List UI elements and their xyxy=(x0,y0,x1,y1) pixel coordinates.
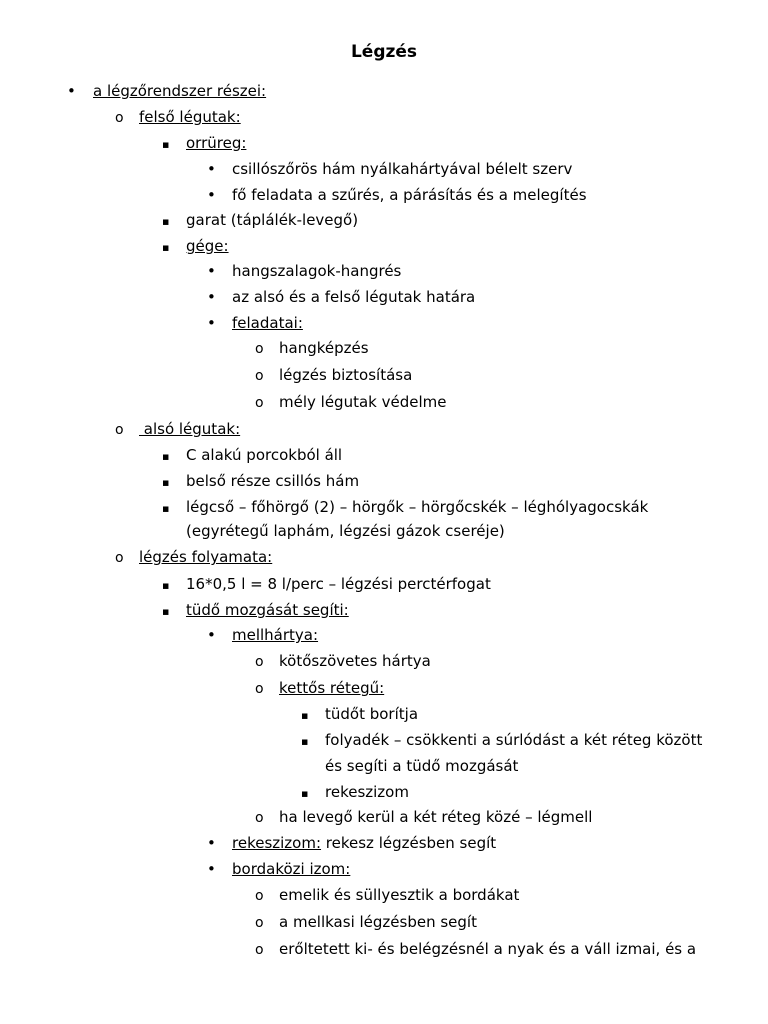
list-item: légcső – főhörgő (2) – hörgők – hörgőcskék – léghólyagocskák xyxy=(186,498,649,516)
list-item-continuation: és segíti a tüdő mozgását xyxy=(325,757,519,775)
square-bullet-icon xyxy=(162,497,169,519)
bullet-icon xyxy=(207,159,216,179)
list-item: orrüreg: xyxy=(186,134,247,152)
circle-bullet-icon xyxy=(255,912,264,933)
list-item: kettős rétegű: xyxy=(279,679,385,697)
list-item-heading: rekeszizom: xyxy=(232,834,322,852)
page-title: Légzés xyxy=(350,42,418,62)
list-item: az alsó és a felső légutak határa xyxy=(232,288,476,306)
circle-bullet-icon xyxy=(115,419,124,440)
list-item: légzés biztosítása xyxy=(279,366,413,384)
list-item: feladatai: xyxy=(232,314,303,332)
square-bullet-icon xyxy=(162,471,169,493)
circle-bullet-icon xyxy=(255,939,264,960)
list-item: rekeszizom xyxy=(325,783,409,801)
square-bullet-icon xyxy=(162,210,169,232)
list-item: ha levegő kerül a két réteg közé – légmell xyxy=(279,808,593,826)
square-bullet-icon xyxy=(162,236,169,258)
list-item: fő feladata a szűrés, a párásítás és a melegítés xyxy=(232,186,587,204)
square-bullet-icon xyxy=(301,730,308,752)
bullet-icon xyxy=(207,287,216,307)
circle-bullet-icon xyxy=(255,885,264,906)
bullet-icon xyxy=(207,859,216,879)
circle-bullet-icon xyxy=(255,338,264,359)
list-item: garat (táplálék-levegő) xyxy=(186,211,359,229)
square-bullet-icon xyxy=(301,782,308,804)
list-item: bordaközi izom: xyxy=(232,860,351,878)
list-item: légzés folyamata: xyxy=(139,548,273,566)
circle-bullet-icon xyxy=(255,678,264,699)
square-bullet-icon xyxy=(162,574,169,596)
list-item: hangszalagok-hangrés xyxy=(232,262,402,280)
circle-bullet-icon xyxy=(255,365,264,386)
square-bullet-icon xyxy=(162,600,169,622)
list-item: gége: xyxy=(186,237,229,255)
bullet-icon xyxy=(207,313,216,333)
square-bullet-icon xyxy=(162,133,169,155)
bullet-icon xyxy=(207,833,216,853)
square-bullet-icon xyxy=(162,445,169,467)
list-item: mellhártya: xyxy=(232,626,319,644)
circle-bullet-icon xyxy=(115,107,124,128)
bullet-icon xyxy=(67,81,76,101)
list-item: mély légutak védelme xyxy=(279,393,447,411)
list-item-continuation: (egyrétegű laphám, légzési gázok cseréje) xyxy=(186,522,505,540)
list-item: 16*0,5 l = 8 l/perc – légzési perctérfogat xyxy=(186,575,491,593)
list-item: C alakú porcokból áll xyxy=(186,446,343,464)
list-item: tüdő mozgását segíti: xyxy=(186,601,349,619)
square-bullet-icon xyxy=(301,704,308,726)
list-item: csillószőrös hám nyálkahártyával bélelt szerv xyxy=(232,160,573,178)
list-item: kötőszövetes hártya xyxy=(279,652,431,670)
bullet-icon xyxy=(207,625,216,645)
list-item: felső légutak: xyxy=(139,108,241,126)
list-item: hangképzés xyxy=(279,339,369,357)
circle-bullet-icon xyxy=(255,392,264,413)
list-item: erőltetett ki- és belégzésnél a nyak és a váll izmai, és a xyxy=(279,940,697,958)
list-item: a mellkasi légzésben segít xyxy=(279,913,477,931)
list-item xyxy=(232,833,496,853)
list-item: alsó légutak: xyxy=(139,420,241,438)
list-item: belső része csillós hám xyxy=(186,472,360,490)
circle-bullet-icon xyxy=(255,807,264,828)
circle-bullet-icon xyxy=(115,547,124,568)
bullet-icon xyxy=(207,185,216,205)
list-item: tüdőt borítja xyxy=(325,705,419,723)
list-item-text: rekesz légzésben segít xyxy=(321,834,497,852)
list-item: a légzőrendszer részei: xyxy=(93,82,267,100)
list-item: folyadék – csökkenti a súrlódást a két réteg között xyxy=(325,731,703,749)
circle-bullet-icon xyxy=(255,651,264,672)
list-item: emelik és süllyesztik a bordákat xyxy=(279,886,520,904)
bullet-icon xyxy=(207,261,216,281)
